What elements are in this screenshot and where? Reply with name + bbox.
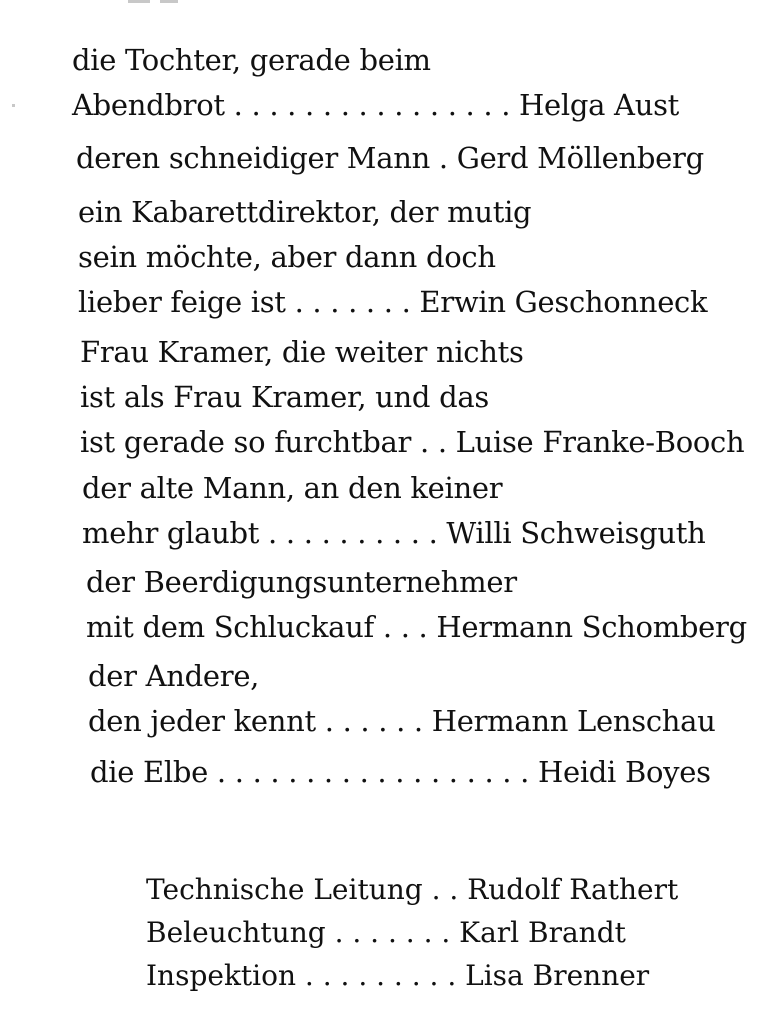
cast-credit-line: mehr glaubt . . . . . . . . . . Willi Schweisguth bbox=[82, 516, 706, 550]
cast-credit-line: Abendbrot . . . . . . . . . . . . . . . . Helga Aust bbox=[72, 88, 680, 122]
crew-credit-technical-director: Technische Leitung . . Rudolf Rathert bbox=[146, 873, 679, 906]
cast-role-line: ist als Frau Kramer, und das bbox=[80, 380, 489, 414]
cast-credit-line: die Elbe . . . . . . . . . . . . . . . . . . Heidi Boyes bbox=[90, 755, 711, 789]
cast-entry-the-elbe bbox=[90, 750, 711, 795]
crew-credit-lighting: Beleuchtung . . . . . . . Karl Brandt bbox=[146, 916, 626, 949]
cast-entry-old-man bbox=[82, 466, 705, 556]
cast-credit-line: den jeder kennt . . . . . . Hermann Lenschau bbox=[88, 704, 716, 738]
scan-mark bbox=[12, 104, 15, 107]
scan-mark bbox=[160, 0, 178, 3]
crew-credit-inspection: Inspektion . . . . . . . . . Lisa Brenner bbox=[146, 959, 650, 992]
cast-role-line: der alte Mann, an den keiner bbox=[82, 471, 503, 505]
cast-entry-frau-kramer bbox=[80, 330, 744, 465]
cast-credit-line: mit dem Schluckauf . . . Hermann Schomberg bbox=[86, 610, 747, 644]
scan-mark bbox=[128, 0, 150, 3]
cast-entry-husband bbox=[76, 136, 704, 181]
cast-entry-daughter bbox=[72, 38, 679, 128]
cast-role-line: der Andere, bbox=[88, 659, 260, 693]
cast-role-line: der Beerdigungsunternehmer bbox=[86, 565, 517, 599]
cast-entry-undertaker bbox=[86, 560, 747, 650]
cast-entry-cabaret-director bbox=[78, 190, 707, 325]
crew-credits bbox=[146, 868, 678, 997]
cast-role-line: ein Kabarettdirektor, der mutig bbox=[78, 195, 532, 229]
cast-entry-the-other bbox=[88, 654, 716, 744]
cast-role-line: Frau Kramer, die weiter nichts bbox=[80, 335, 524, 369]
cast-credit-line: deren schneidiger Mann . Gerd Möllenberg bbox=[76, 141, 704, 175]
cast-credit-line: ist gerade so furchtbar . . Luise Franke-Booch bbox=[80, 425, 745, 459]
cast-credit-line: lieber feige ist . . . . . . . Erwin Geschonneck bbox=[78, 285, 708, 319]
cast-role-line: die Tochter, gerade beim bbox=[72, 43, 431, 77]
cast-role-line: sein möchte, aber dann doch bbox=[78, 240, 496, 274]
